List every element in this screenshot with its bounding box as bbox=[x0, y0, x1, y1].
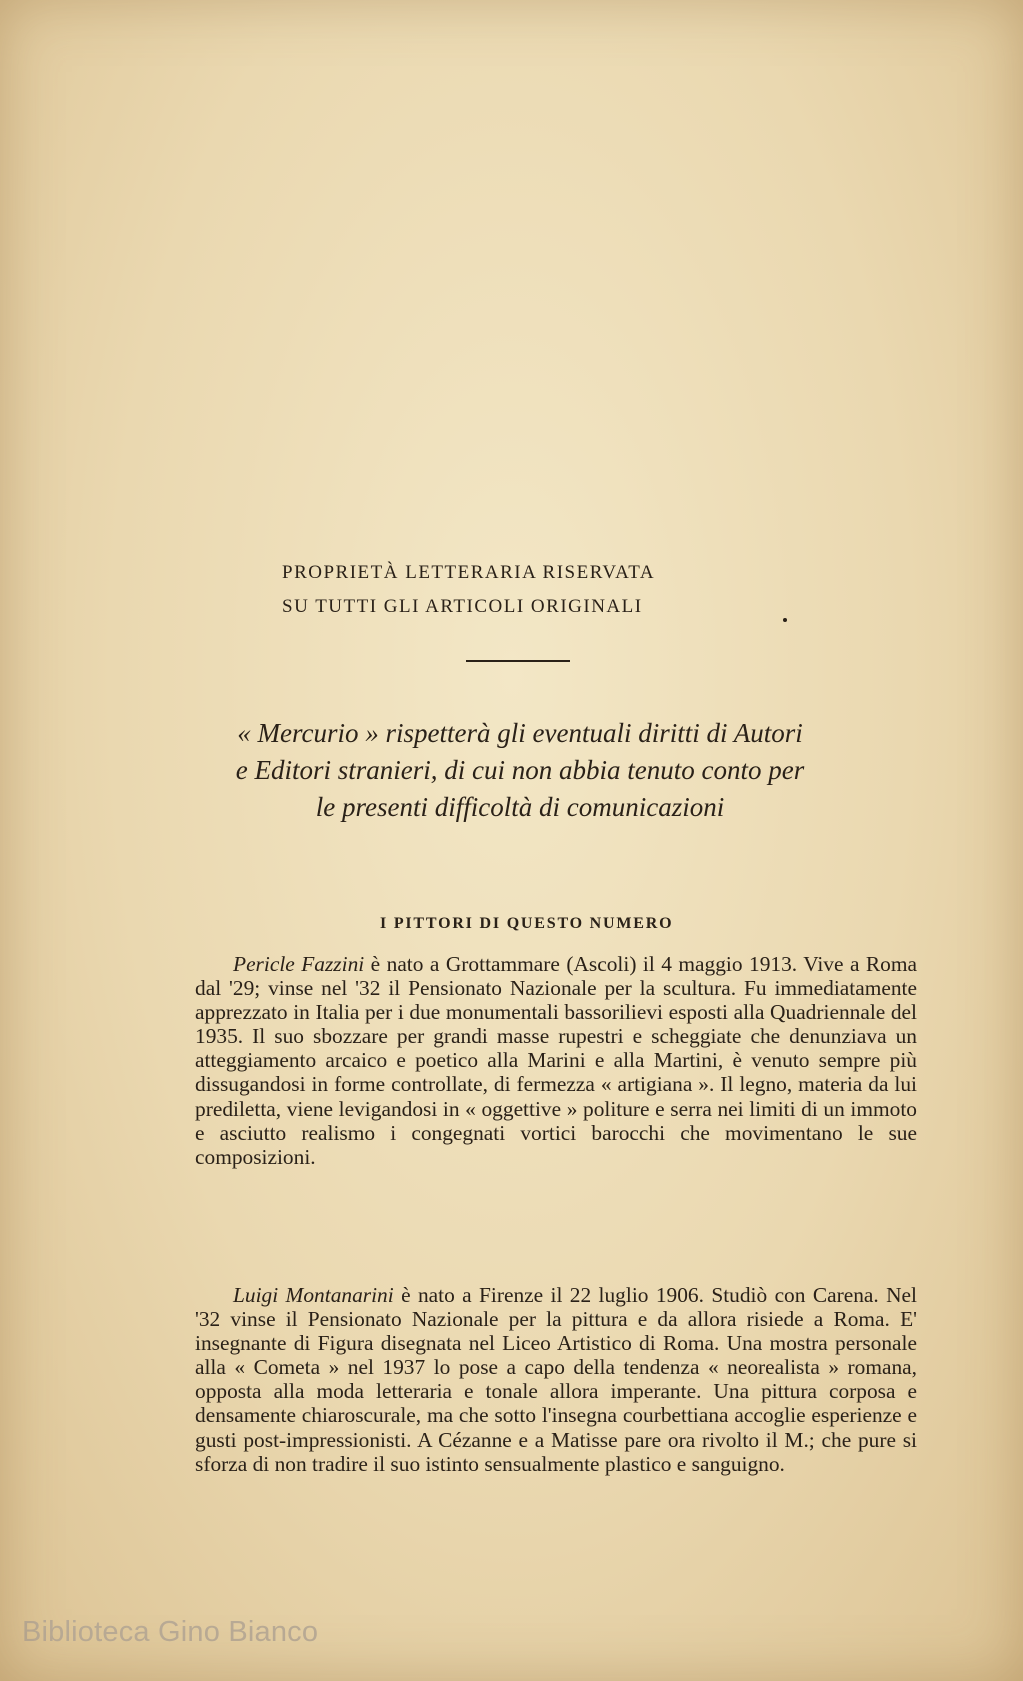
section-title: I PITTORI DI QUESTO NUMERO bbox=[380, 915, 674, 932]
rights-line-1: PROPRIETÀ LETTERARIA RISERVATA bbox=[282, 562, 656, 583]
ink-dot bbox=[783, 618, 787, 622]
bio-text-montanarini: è nato a Firenze il 22 luglio 1906. Studiò con Carena. Nel '32 vinse il Pensionato Nazionale per la pittura e da allora risiede a Roma. E' insegnante di Figura disegnata nel Liceo Artistico di Roma. Una mostra personale alla « Cometa » nel 1937 lo pose a capo della tendenza « neorealista » romana, opposta alla moda letteraria e tonale allora imperante. Una pittura corposa e densamente chiaroscurale, ma che sotto l'insegna courbettiana accoglie esperienze e gusti post-impressionisti. A Cézanne e a Matisse pare ora rivolto il M.; che pure si sforza di non tradire il suo istinto sensualmente plastico e sanguigno. bbox=[195, 1283, 917, 1476]
bio-paragraph-fazzini bbox=[195, 952, 917, 1169]
rights-line-2: SU TUTTI GLI ARTICOLI ORIGINALI bbox=[282, 596, 643, 617]
library-watermark: Biblioteca Gino Bianco bbox=[22, 1616, 319, 1648]
notice-line-3: le presenti difficoltà di comunicazioni bbox=[315, 792, 725, 822]
artist-name-montanarini: Luigi Montanarini bbox=[233, 1283, 394, 1307]
bio-text-fazzini: è nato a Grottammare (Ascoli) il 4 maggio 1913. Vive a Roma dal '29; vinse nel '32 il Pensionato Nazionale per la scultura. Fu immediatamente apprezzato in Italia per i due monumentali bassorilievi esposti alla Quadriennale del 1935. Il suo sbozzare per grandi masse rupestri e scheggiate che denunziava un atteggiamento arcaico e poetico alla Marini e alla Martini, è venuto sempre più dissugandosi in forme controllate, di fermezza « artigiana ». Il legno, materia da lui prediletta, viene levigandosi in « oggettive » politure e serra nei limiti di un immoto e asciutto realismo i congegnati vortici barocchi che movimentano le sue composizioni. bbox=[195, 952, 917, 1169]
notice-line-1: « Mercurio » rispetterà gli eventuali diritti di Autori bbox=[237, 718, 803, 748]
divider-rule bbox=[466, 660, 570, 662]
artist-name-fazzini: Pericle Fazzini bbox=[233, 952, 365, 976]
mercurio-notice bbox=[150, 715, 890, 826]
notice-line-2: e Editori stranieri, di cui non abbia tenuto conto per bbox=[235, 755, 805, 785]
bio-paragraph-montanarini bbox=[195, 1283, 917, 1476]
rights-reserved-notice bbox=[282, 556, 782, 624]
